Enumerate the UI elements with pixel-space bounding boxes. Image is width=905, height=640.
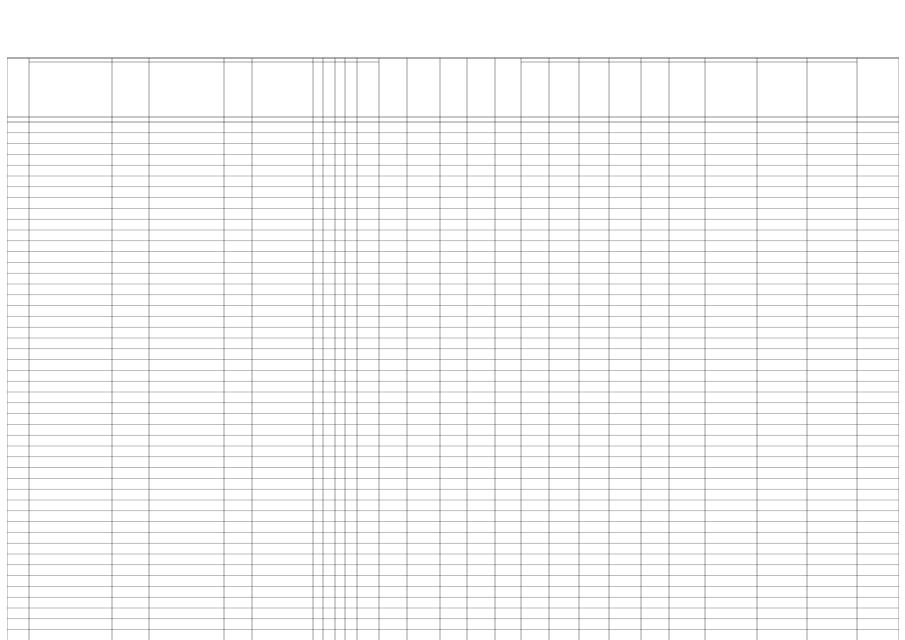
- document-sheet: [7, 0, 899, 640]
- data-table: [7, 0, 899, 640]
